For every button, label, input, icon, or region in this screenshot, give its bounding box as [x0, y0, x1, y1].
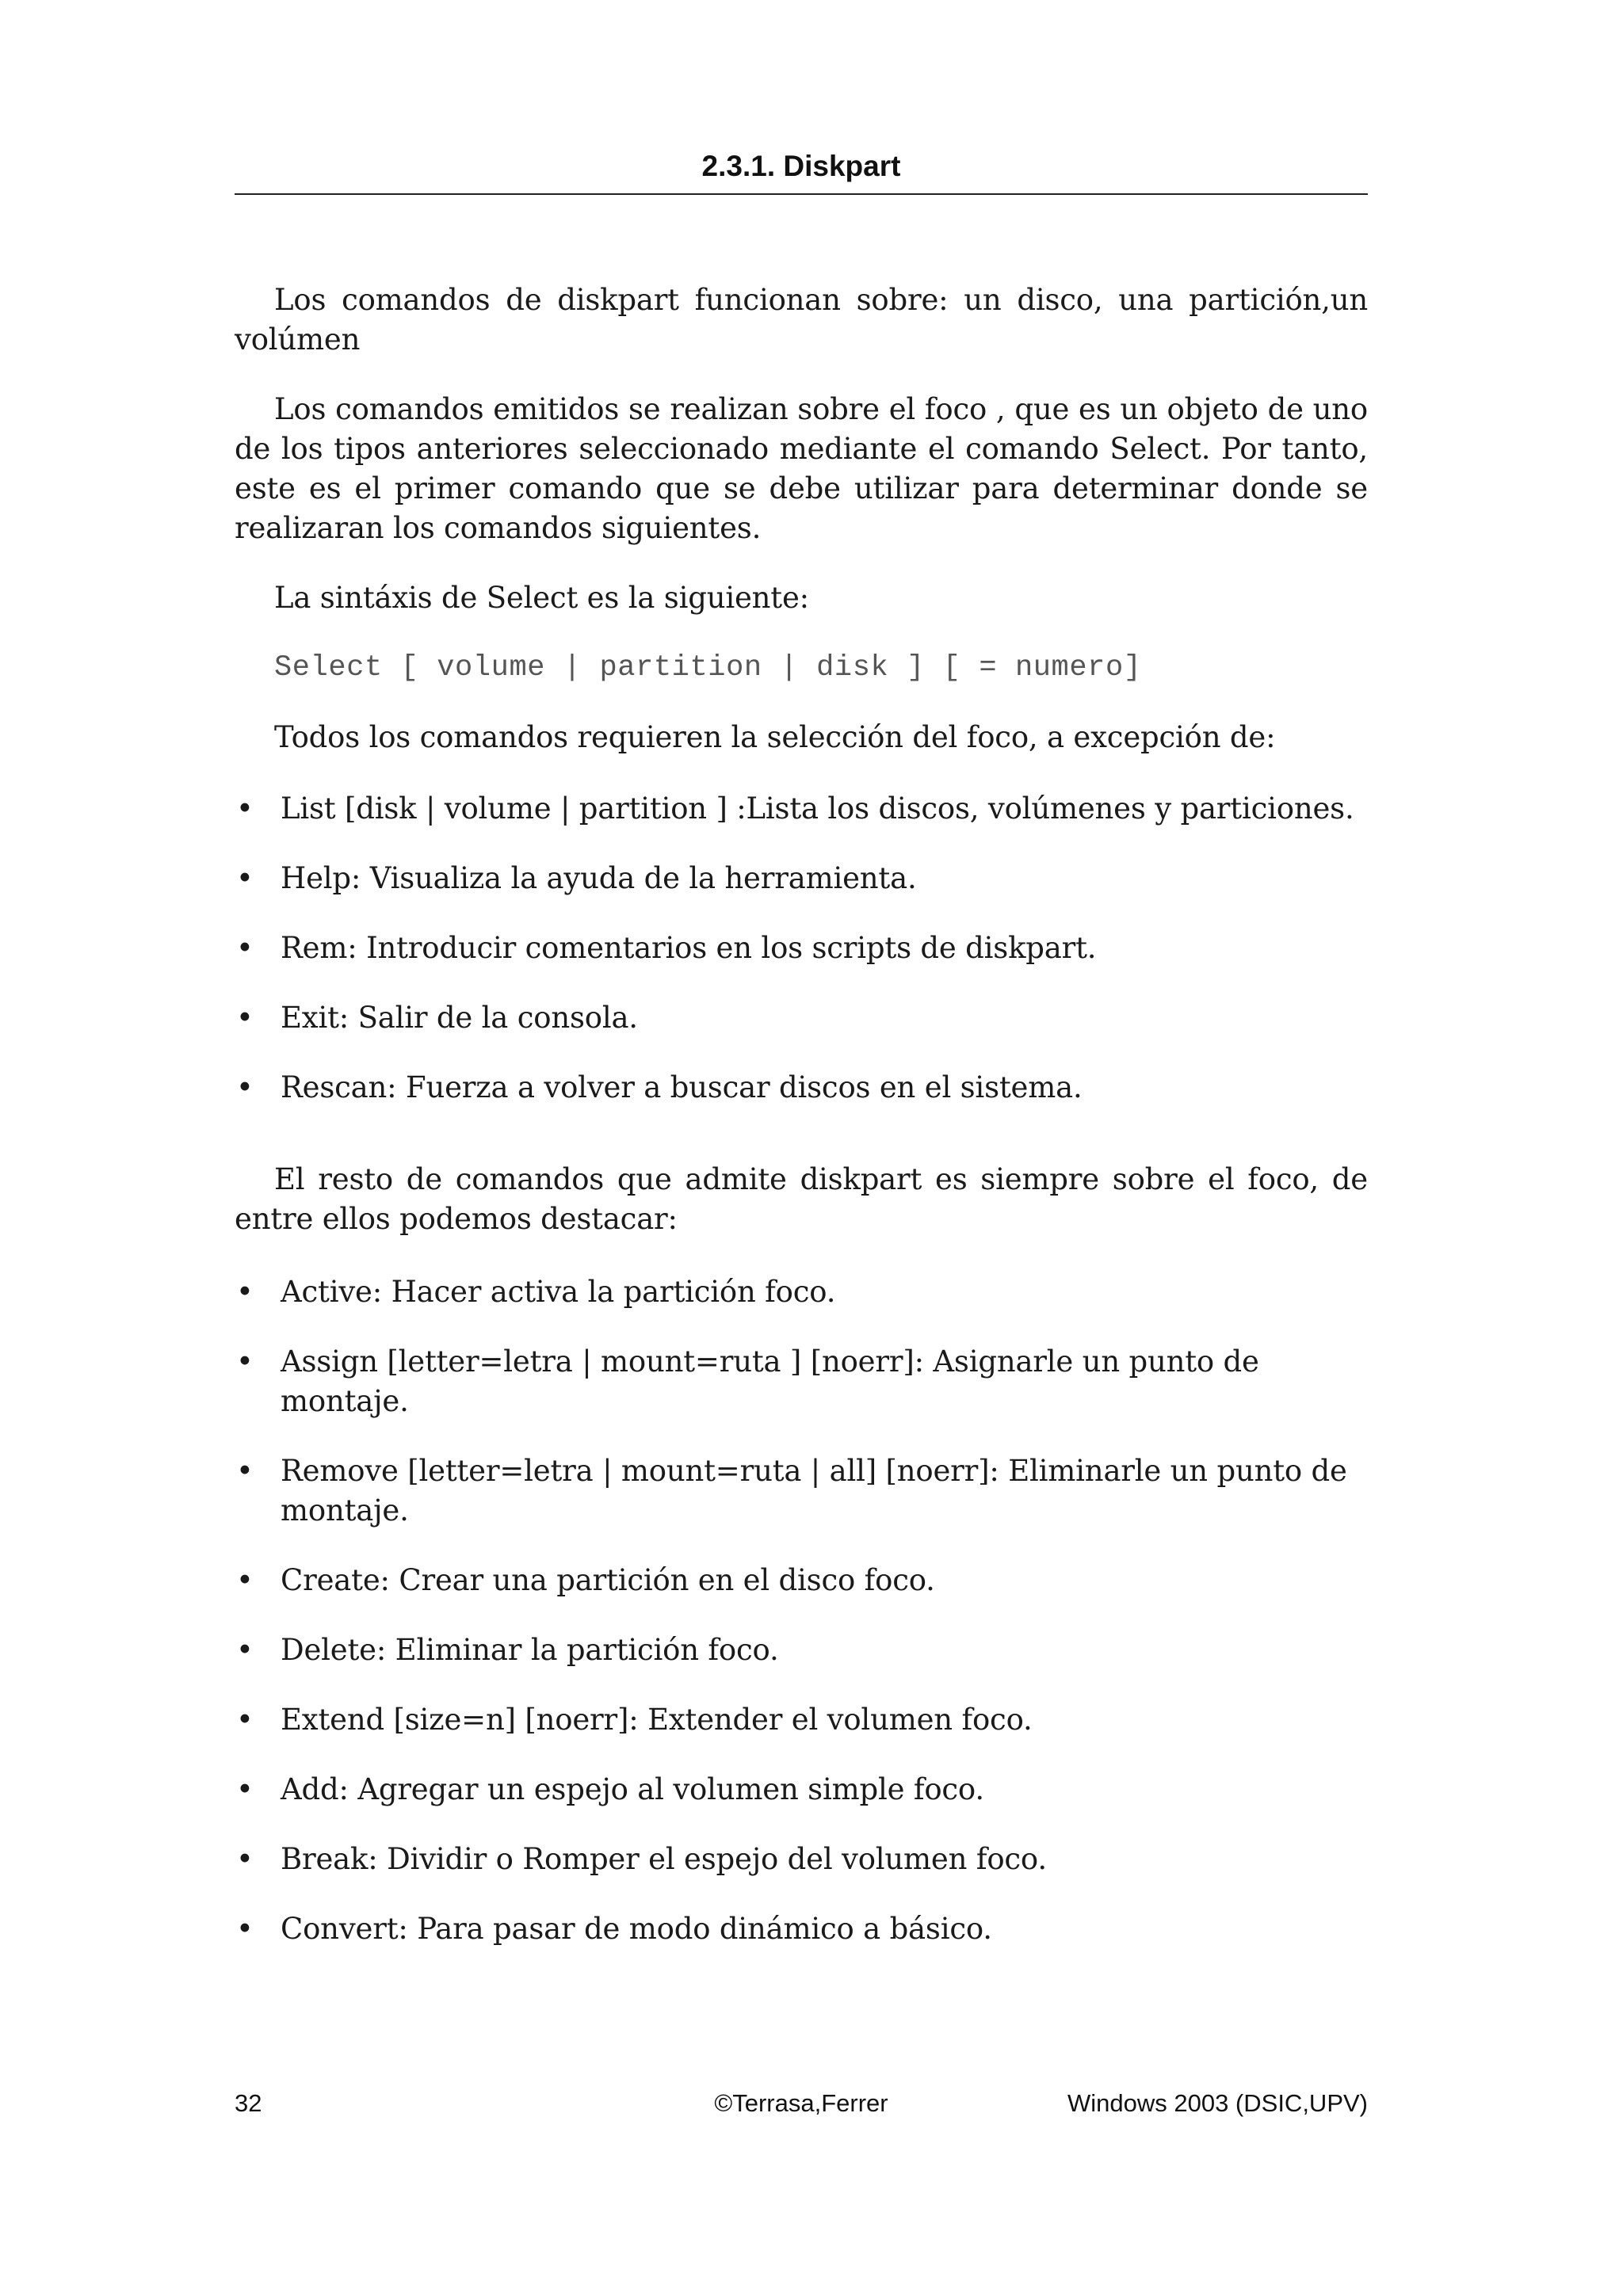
list-item: • Delete: Eliminar la partición foco.: [235, 1630, 1368, 1670]
list-item: • Create: Crear una partición en el disco foco.: [235, 1561, 1368, 1600]
list-item: • Help: Visualiza la ayuda de la herramienta.: [235, 859, 1368, 898]
list-item: • Convert: Para pasar de modo dinámico a básico.: [235, 1909, 1368, 1949]
list-item: • Rem: Introducir comentarios en los scripts de diskpart.: [235, 929, 1368, 968]
list-item: • Exit: Salir de la consola.: [235, 998, 1368, 1038]
list-item: • Assign [letter=letra | mount=ruta ] [noerr]: Asignarle un punto de montaje.: [235, 1342, 1368, 1421]
paragraph-intro: Los comandos de diskpart funcionan sobre: un disco, una partición,un volúmen: [235, 283, 1368, 357]
footer-copyright: ©Terrasa,Ferrer: [714, 2089, 888, 2117]
page-number: 32: [235, 2089, 262, 2117]
code-select-syntax: Select [ volume | partition | disk ] [ = numero]: [274, 651, 1142, 685]
list-item: • Active: Hacer activa la partición foco.: [235, 1272, 1368, 1312]
list-item: • Remove [letter=letra | mount=ruta | all] [noerr]: Eliminarle un punto de montaje.: [235, 1451, 1368, 1531]
list-item: • Extend [size=n] [noerr]: Extender el volumen foco.: [235, 1700, 1368, 1740]
page-body: [235, 280, 1368, 1979]
list-item: • Break: Dividir o Romper el espejo del volumen foco.: [235, 1840, 1368, 1879]
section-title: 2.3.1. Diskpart: [235, 149, 1368, 195]
paragraph-exceptions-intro: Todos los comandos requieren la selección del foco, a excepción de:: [274, 720, 1276, 754]
exceptions-list: [235, 789, 1368, 1108]
list-item: • Rescan: Fuerza a volver a buscar discos en el sistema.: [235, 1068, 1368, 1108]
list-item: • List [disk | volume | partition ] :Lista los discos, volúmenes y particiones.: [235, 789, 1368, 829]
page-footer: [235, 2084, 1368, 2123]
focus-commands-list: [235, 1272, 1368, 1949]
paragraph-focus: Los comandos emitidos se realizan sobre el foco , que es un objeto de uno de los tipos anteriores seleccionado mediante el comando Select. Por tanto, este es el primer comando que se debe utilizar para determinar donde se realizaran los comandos siguientes.: [235, 392, 1368, 545]
paragraph-focus-commands-intro: El resto de comandos que admite diskpart es siempre sobre el foco, de entre ellos podemos destacar:: [235, 1162, 1368, 1236]
list-item: • Add: Agregar un espejo al volumen simple foco.: [235, 1770, 1368, 1810]
footer-book-title: Windows 2003 (DSIC,UPV): [1067, 2089, 1368, 2117]
paragraph-syntax-intro: La sintáxis de Select es la siguiente:: [274, 581, 809, 615]
